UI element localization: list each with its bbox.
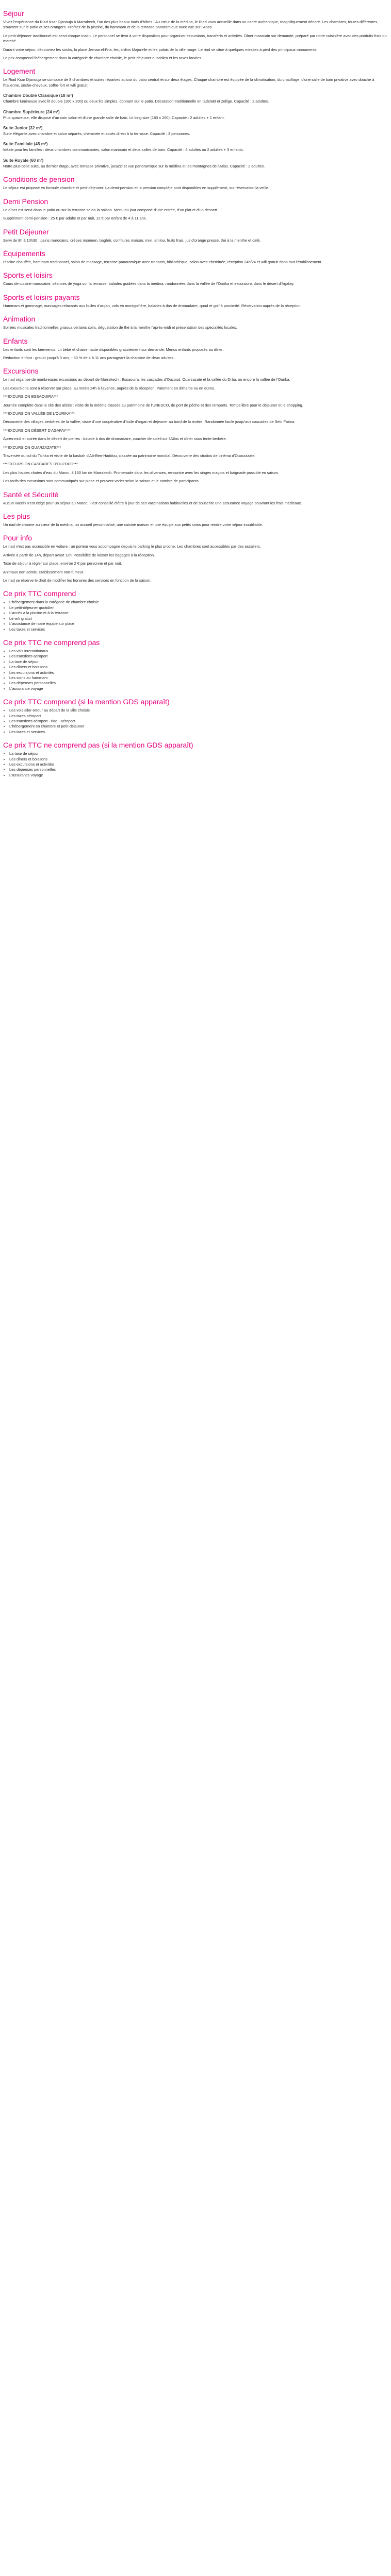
list-item: • Le petit-déjeuner quotidien <box>9 605 388 611</box>
list-item: • L'hébergement dans la catégorie de chambre choisie <box>9 600 388 605</box>
list-item: • Les soins au hammam <box>9 675 388 681</box>
paragraph: Arrivée à partir de 14h, départ avant 12h. Possibilité de laisser les bagages à la réception. <box>3 552 155 557</box>
subsection-title: Chambre Double Classique (18 m²) <box>3 93 73 98</box>
paragraph: Traversée du col du Tichka et visite de la kasbah d'Aït-Ben-Haddou, classée au patrimoine mondial. Découverte des studios de cinéma d'Ouarzazate. <box>3 453 256 458</box>
section-title: Ce prix TTC ne comprend pas (si la mention GDS apparaît) <box>3 741 193 750</box>
list-item: • L'assistance de notre équipe sur place <box>9 621 388 626</box>
section-title: Sports et loisirs <box>3 271 53 280</box>
paragraph: Réduction enfant : gratuit jusqu'à 3 ans, - 50 % de 4 à 11 ans partageant la chambre de deux adultes. <box>3 355 175 360</box>
subsection-title: Suite Familiale (45 m²) <box>3 142 48 147</box>
section-title: Logement <box>3 67 36 76</box>
subsection-title: Suite Junior (32 m²) <box>3 126 43 131</box>
paragraph: Les plus hautes chutes d'eau du Maroc, à 150 km de Marrakech. Promenade dans les oliveraies, rencontre avec les singes magots et baignade possible en saison. <box>3 470 280 475</box>
section-title: Excursions <box>3 367 39 376</box>
list-item: • Les dîners et boissons <box>9 757 388 762</box>
paragraph: ***EXCURSION OUARZAZATE*** <box>3 445 61 450</box>
section-title: Séjour <box>3 9 24 18</box>
paragraph: Aucun vaccin n'est exigé pour un séjour au Maroc. Il est conseillé d'être à jour de ses vaccinations habituelles et de souscrire une assurance voyage couvrant les frais médicaux. <box>3 500 302 505</box>
paragraph: Supplément demi-pension : 25 € par adulte et par nuit, 12 € par enfant de 4 à 11 ans. <box>3 216 147 221</box>
paragraph: ***EXCURSION DÉSERT D'AGAFAY*** <box>3 428 71 433</box>
list-item: • L'hébergement en chambre et petit-déjeuner <box>9 724 388 729</box>
list-item: • La taxe de séjour <box>9 659 388 665</box>
paragraph: Les enfants sont les bienvenus. Lit bébé et chaise haute disponibles gratuitement sur demande. Menus enfants proposés au dîner. <box>3 347 224 352</box>
section-title: Santé et Sécurité <box>3 490 59 499</box>
list-item: • L'assurance voyage <box>9 686 388 691</box>
paragraph: Le riad organise de nombreuses excursions au départ de Marrakech : Essaouira, les cascades d'Ouzoud, Ouarzazate et la vallée du Drâa, ou encore la vallée de l'Ourika. <box>3 377 290 382</box>
list-item: • La taxe de séjour <box>9 751 388 756</box>
paragraph: Suite élégante avec chambre et salon séparés, cheminée et accès direct à la terrasse. Capacité : 3 personnes. <box>3 131 190 137</box>
paragraph: Cours de cuisine marocaine, séances de yoga sur la terrasse, balades guidées dans la médina, randonnées dans la vallée de l'Ourika et excursions dans le désert d'Agafay. <box>3 281 295 286</box>
paragraph: Le dîner est servi dans le patio ou sur la terrasse selon la saison. Menu du jour composé d'une entrée, d'un plat et d'un dessert. <box>3 207 219 212</box>
paragraph: Les excursions sont à réserver sur place, au moins 24h à l'avance, auprès de la réception. Paiement en dirhams ou en euros. <box>3 385 215 391</box>
document-page <box>0 0 391 786</box>
paragraph: Piscine chauffée, hammam traditionnel, salon de massage, terrasse panoramique avec transats, bibliothèque, salon avec cheminée, réception 24h/24 et wifi gratuit dans tout l'établissement. <box>3 259 322 264</box>
paragraph: Le séjour est proposé en formule chambre et petit-déjeuner. La demi-pension et la pension complète sont disponibles en supplément, sur réservation la veille. <box>3 185 270 191</box>
paragraph: Soirées musicales traditionnelles gnaoua certains soirs, dégustation de thé à la menthe l'après-midi et présentation des spécialités locales. <box>3 325 237 330</box>
bullet-list <box>3 708 388 735</box>
list-item: • Les dépenses personnelles <box>9 681 388 686</box>
section-title: Ce prix TTC comprend (si la mention GDS apparaît) <box>3 698 170 706</box>
list-item: • L'accès à la piscine et à la terrasse <box>9 611 388 616</box>
section-title: Enfants <box>3 336 28 345</box>
section-title: Demi Pension <box>3 197 48 206</box>
paragraph: Le petit-déjeuner traditionnel est servi chaque matin. Le personnel se tient à votre disposition pour organiser excursions, transferts et activités. Dîner marocain sur demande, préparé par notre cuisinière avec des produits frais du marché. <box>3 33 387 44</box>
list-item: • Les dépenses personnelles <box>9 767 388 772</box>
subsection-title: Suite Royale (60 m²) <box>3 158 44 163</box>
section-title: Sports et loisirs payants <box>3 293 80 301</box>
section-title: Ce prix TTC comprend <box>3 589 76 598</box>
section-title: Pour info <box>3 534 32 543</box>
list-item: • Les excursions et activités <box>9 762 388 767</box>
list-item: • Les transferts aéroport <box>9 654 388 659</box>
paragraph: Vivez l'expérience du Riad Ksar Djanouja à Marrakech, l'un des plus beaux riads d'hôtes ! Au cœur de la médina, le Riad vous accueille dans un cadre authentique, magnifiquement décoré. Les chambres, toutes différentes, s'ouvrent sur le patio et ses orangers. Profitez de la piscine, du hammam et de la terrasse panoramique avec vue sur l'Atlas. <box>3 20 379 30</box>
paragraph: Le riad n'est pas accessible en voiture : un porteur vous accompagne depuis le parking le plus proche. Les chambres sont accessibles par des escaliers. <box>3 544 261 549</box>
list-item: • Les excursions et activités <box>9 670 388 675</box>
section-title: Ce prix TTC ne comprend pas <box>3 638 100 647</box>
paragraph: Après-midi et soirée dans le désert de pierres : balade à dos de dromadaire, coucher de soleil sur l'Atlas et dîner sous tente berbère. <box>3 436 227 442</box>
list-item: • L'assurance voyage <box>9 773 388 778</box>
paragraph: Idéale pour les familles : deux chambres communicantes, salon marocain et deux salles de bain. Capacité : 4 adultes ou 2 adultes + 3 enfants. <box>3 147 244 152</box>
paragraph: Le riad se réserve le droit de modifier les horaires des services en fonction de la saison. <box>3 578 152 583</box>
list-item: • Les vols internationaux <box>9 649 388 654</box>
paragraph: ***EXCURSION VALLÉE DE L'OURIKA*** <box>3 411 75 416</box>
paragraph: Durant votre séjour, découvrez les souks, la place Jemaa el-Fna, les jardins Majorelle et les palais de la ville rouge. Le riad se situe à quelques minutes à pied des principaux monuments. <box>3 47 318 52</box>
paragraph: Hammam et gommage, massages relaxants aux huiles d'argan, vols en montgolfière, balades à dos de dromadaire, quad et golf à proximité. Réservation auprès de la réception. <box>3 303 302 308</box>
section-title: Les plus <box>3 512 30 521</box>
paragraph: Le Riad Ksar Djanouja se compose de 8 chambres et suites réparties autour du patio central et sur deux étages. Chaque chambre est équipée de la climatisation, du chauffage, d'une salle de bain privative avec douche à l'italienne, sèche-cheveux, coffre-fort et wifi gratuit. <box>3 77 374 88</box>
paragraph: Servi de 8h à 10h30 : pains marocains, crêpes msemen, baghrir, confitures maison, miel, amlou, fruits frais, jus d'orange pressé, thé à la menthe et café. <box>3 238 261 243</box>
bullet-list <box>3 649 388 691</box>
paragraph: Un riad de charme au cœur de la médina, un accueil personnalisé, une cuisine maison et une équipe aux petits soins pour rendre votre séjour inoubliable. <box>3 522 263 528</box>
paragraph: Animaux non admis. Établissement non-fumeur. <box>3 569 84 574</box>
list-item: • Les dîners et boissons <box>9 665 388 670</box>
section-title: Petit Déjeuner <box>3 227 49 236</box>
bullet-list <box>3 751 388 778</box>
list-item: • Les taxes aéroport <box>9 714 388 719</box>
subsection-title: Chambre Supérieure (24 m²) <box>3 109 60 114</box>
bullet-list <box>3 600 388 632</box>
paragraph: Plus spacieuse, elle dispose d'un coin salon et d'une grande salle de bain. Lit king size (180 x 200). Capacité : 2 adultes + 1 enfant. <box>3 115 225 120</box>
paragraph: Chambre lumineuse avec lit double (160 x 200) ou deux lits simples, donnant sur le patio. Décoration traditionnelle en tadelakt et zellige. Capacité : 2 adultes. <box>3 99 269 104</box>
paragraph: Les tarifs des excursions sont communiqués sur place et peuvent varier selon la saison et le nombre de participants. <box>3 479 200 484</box>
paragraph: Découverte des villages berbères de la vallée, visite d'une coopérative d'huile d'argan et déjeuner au bord de la rivière. Randonnée facile jusqu'aux cascades de Setti Fatma. <box>3 419 296 425</box>
paragraph: Taxe de séjour à régler sur place, environ 2 € par personne et par nuit. <box>3 561 122 566</box>
paragraph: Le prix comprend l'hébergement dans la catégorie de chambre choisie, le petit-déjeuner quotidien et les taxes locales. <box>3 56 202 61</box>
list-item: • Les taxes et services <box>9 730 388 735</box>
paragraph: Notre plus belle suite, au dernier étage, avec terrasse privative, jacuzzi et vue panoramique sur la médina et les montagnes de l'Atlas. Capacité : 2 adultes. <box>3 163 265 168</box>
list-item: • Le wifi gratuit <box>9 616 388 621</box>
section-title: Équipements <box>3 249 45 258</box>
list-item: • Les transferts aéroport - riad - aéroport <box>9 719 388 724</box>
list-item: • Les vols aller-retour au départ de la ville choisie <box>9 708 388 713</box>
list-item: • Les taxes et services <box>9 627 388 632</box>
paragraph: ***EXCURSION CASCADES D'OUZOUD*** <box>3 462 78 467</box>
section-title: Animation <box>3 315 36 324</box>
paragraph: Journée complète dans la cité des alizés : visite de la médina classée au patrimoine de l'UNESCO, du port de pêche et des remparts. Temps libre pour le déjeuner et le shopping. <box>3 402 303 408</box>
paragraph: ***EXCURSION ESSAOUIRA*** <box>3 394 58 399</box>
section-title: Conditions de pension <box>3 175 75 184</box>
